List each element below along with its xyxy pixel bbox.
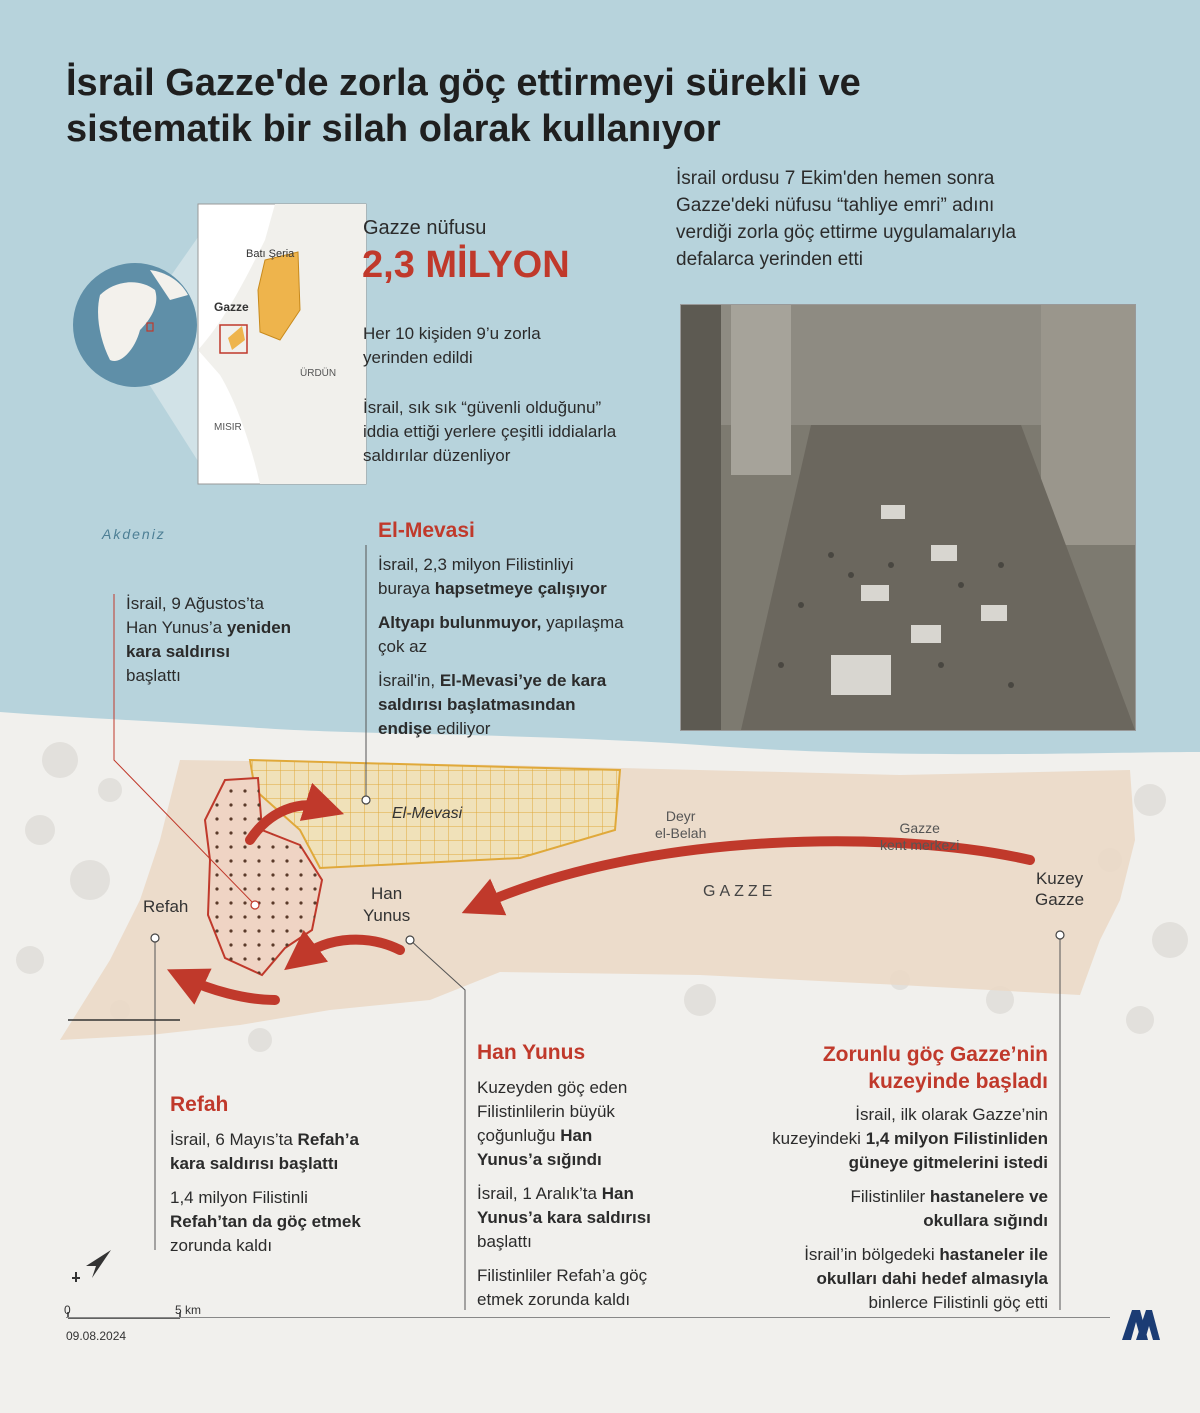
label-akdeniz: Akdeniz bbox=[102, 526, 166, 542]
han-yunus-attack-text: İsrail, 9 Ağustos’ta Han Yunus’a yeniden kara saldırısı başlattı bbox=[126, 594, 292, 685]
label-inset-gazze: Gazze bbox=[214, 300, 249, 314]
population-fact-1: Her 10 kişiden 9’u zorla yerinden edildi bbox=[363, 324, 541, 367]
label-bati-seria: Batı Şeria bbox=[246, 248, 295, 260]
aa-logo bbox=[1118, 1304, 1162, 1344]
north-arrow-icon bbox=[66, 1248, 116, 1286]
refah-heading: Refah bbox=[170, 1093, 229, 1116]
refah-text: İsrail, 6 Mayıs’ta Refah’a kara saldırısı başlattı 1,4 milyon Filistinli Refah’tan da göç etmek zorunda kaldı bbox=[170, 1130, 361, 1255]
population-label: Gazze nüfusu bbox=[363, 217, 487, 239]
scale-label-0: 0 bbox=[64, 1303, 71, 1317]
scale-label-5km: 5 km bbox=[175, 1303, 202, 1317]
photo-displaced-crowd bbox=[680, 304, 1136, 731]
label-urdun: ÜRDÜN bbox=[300, 368, 337, 379]
el-mevasi-text: İsrail, 2,3 milyon Filistinliyi buraya hapsetmeye çalışıyor Altyapı bulunmuyor, yapılaşma çok az İsrail'in, El-Mevasi’ye de kara saldırısı başlatmasından endişe ediliyor bbox=[378, 555, 624, 738]
map-label-kuzey-gazze: Kuzey Gazze bbox=[1035, 869, 1085, 909]
title-line-1: İsrail Gazze'de zorla göç ettirmeyi sürekli ve bbox=[66, 62, 861, 104]
map-label-gazze-merkez: Gazze kent merkezi bbox=[880, 820, 960, 853]
han-yunus-text: Kuzeyden göç eden Filistinlilerin büyük çoğunluğu Han Yunus’a sığındı İsrail, 1 Aralık’ta Han Yunus’a kara saldırısı başlattı Filistinliler Refah’a göç etmek zorunda kaldı bbox=[477, 1078, 651, 1309]
title-line-2: sistematik bir silah olarak kullanıyor bbox=[66, 108, 721, 150]
population-value: 2,3 MİLYON bbox=[362, 244, 570, 286]
intro-text: İsrail ordusu 7 Ekim'den hemen sonra Gazze'deki nüfusu “tahliye emri” adını verdiği zorla göç ettirme uygulamalarıyla defalarca yerinden etti bbox=[676, 168, 1017, 270]
date-label: 09.08.2024 bbox=[66, 1329, 127, 1343]
map-label-el-mevasi: El-Mevasi bbox=[392, 805, 463, 822]
north-text: İsrail, ilk olarak Gazze’nin kuzeyindeki 1,4 milyon Filistinliden güneye gitmelerini istedi Filistinliler hastanelere ve okullara sığındı İsrail’in bölgedeki hastaneler ile okulları dahi hedef almasıyla binlerce Filistinli göç etti bbox=[772, 1105, 1048, 1312]
population-fact-2: İsrail, sık sık “güvenli olduğunu” iddia ettiği yerlere çeşitli iddialarla saldırılar düzenliyor bbox=[363, 398, 617, 465]
han-yunus-heading: Han Yunus bbox=[477, 1041, 586, 1064]
map-label-deyr-el-belah: Deyr el-Belah bbox=[655, 808, 707, 841]
map-label-han-yunus: Han Yunus bbox=[363, 884, 411, 925]
locator-map bbox=[60, 200, 370, 490]
north-heading: Zorunlu göç Gazze’nin kuzeyinde başladı bbox=[822, 1043, 1048, 1093]
page-title bbox=[66, 60, 966, 152]
footer-divider bbox=[66, 1317, 1110, 1318]
el-mevasi-heading: El-Mevasi bbox=[378, 519, 475, 542]
map-label-gazze: GAZZE bbox=[703, 883, 777, 900]
label-misir: MISIR bbox=[214, 422, 242, 433]
map-label-refah: Refah bbox=[143, 897, 189, 916]
